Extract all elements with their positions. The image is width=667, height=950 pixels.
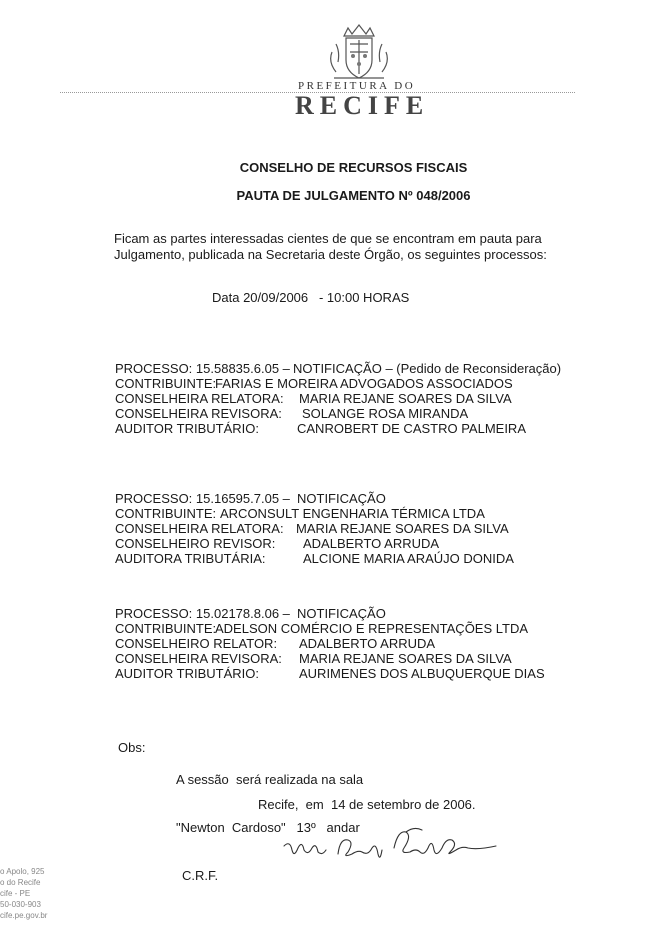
row-value: MARIA REJANE SOARES DA SILVA bbox=[299, 391, 512, 406]
row-label: AUDITOR TRIBUTÁRIO: bbox=[115, 666, 259, 681]
row-label: CONSELHEIRA RELATORA: bbox=[115, 521, 284, 536]
obs-line: C.R.F. bbox=[182, 868, 219, 883]
letterhead-org-name: RECIFE bbox=[295, 91, 430, 120]
margin-line: o do Recife bbox=[0, 878, 41, 887]
row-label: CONSELHEIRA REVISORA: bbox=[115, 651, 282, 666]
row-label: CONSELHEIRO RELATOR: bbox=[115, 636, 278, 651]
obs-label: Obs: bbox=[118, 740, 146, 755]
row-value: ADALBERTO ARRUDA bbox=[303, 536, 440, 551]
row-label: PROCESSO: 15.58835.6.05 – bbox=[115, 361, 290, 376]
council-title: CONSELHO DE RECURSOS FISCAIS bbox=[239, 160, 468, 175]
row-value: NOTIFICAÇÃO – (Pedido de Reconsideração) bbox=[293, 361, 562, 376]
row-label: CONSELHEIRA RELATORA: bbox=[115, 391, 284, 406]
margin-address bbox=[0, 866, 47, 921]
row-label: PROCESSO: 15.16595.7.05 – bbox=[115, 491, 290, 506]
coat-of-arms-icon bbox=[322, 22, 396, 84]
row-value: CANROBERT DE CASTRO PALMEIRA bbox=[297, 421, 526, 436]
closing-date: Recife, em 14 de setembro de 2006. bbox=[258, 797, 476, 812]
margin-line: 50-030-903 bbox=[0, 900, 41, 909]
row-label: CONSELHEIRA REVISORA: bbox=[115, 406, 282, 421]
row-value: MARIA REJANE SOARES DA SILVA bbox=[299, 651, 512, 666]
agenda-title: PAUTA DE JULGAMENTO Nº 048/2006 bbox=[236, 188, 471, 203]
signature-icon bbox=[282, 826, 502, 870]
row-value: AURIMENES DOS ALBUQUERQUE DIAS bbox=[299, 666, 545, 681]
row-label: AUDITORA TRIBUTÁRIA: bbox=[115, 551, 266, 566]
margin-line: cife - PE bbox=[0, 889, 31, 898]
row-value: ADALBERTO ARRUDA bbox=[299, 636, 436, 651]
margin-line: o Apolo, 925 bbox=[0, 867, 45, 876]
row-value: ARCONSULT ENGENHARIA TÉRMICA LTDA bbox=[220, 506, 485, 521]
letterhead-org-top: PREFEITURA DO bbox=[298, 80, 416, 92]
row-value: ADELSON COMÉRCIO E REPRESENTAÇÕES LTDA bbox=[215, 621, 529, 636]
row-label: CONSELHEIRO REVISOR: bbox=[115, 536, 276, 551]
row-value: ALCIONE MARIA ARAÚJO DONIDA bbox=[303, 551, 514, 566]
obs-line: A sessão será realizada na sala bbox=[176, 772, 364, 787]
row-value: FARIAS E MOREIRA ADVOGADOS ASSOCIADOS bbox=[215, 376, 513, 391]
row-value: SOLANGE ROSA MIRANDA bbox=[302, 406, 469, 421]
row-label: CONTRIBUINTE: bbox=[115, 376, 217, 391]
row-label: AUDITOR TRIBUTÁRIO: bbox=[115, 421, 259, 436]
session-date: Data 20/09/2006 - 10:00 HORAS bbox=[212, 290, 410, 305]
intro-paragraph: Ficam as partes interessadas cientes de que se encontram em pauta para Julgamento, publicada na Secretaria deste Órgão, os seguintes processos: bbox=[114, 231, 547, 262]
obs-text bbox=[176, 740, 363, 900]
row-label: CONTRIBUINTE: bbox=[115, 506, 217, 521]
row-label: CONTRIBUINTE: bbox=[115, 621, 217, 636]
row-value: NOTIFICAÇÃO bbox=[297, 491, 386, 506]
row-value: MARIA REJANE SOARES DA SILVA bbox=[296, 521, 509, 536]
obs-line: "Newton Cardoso" 13º andar bbox=[176, 820, 360, 835]
row-label: PROCESSO: 15.02178.8.06 – bbox=[115, 606, 290, 621]
row-value: NOTIFICAÇÃO bbox=[297, 606, 386, 621]
margin-line: cife.pe.gov.br bbox=[0, 911, 48, 920]
